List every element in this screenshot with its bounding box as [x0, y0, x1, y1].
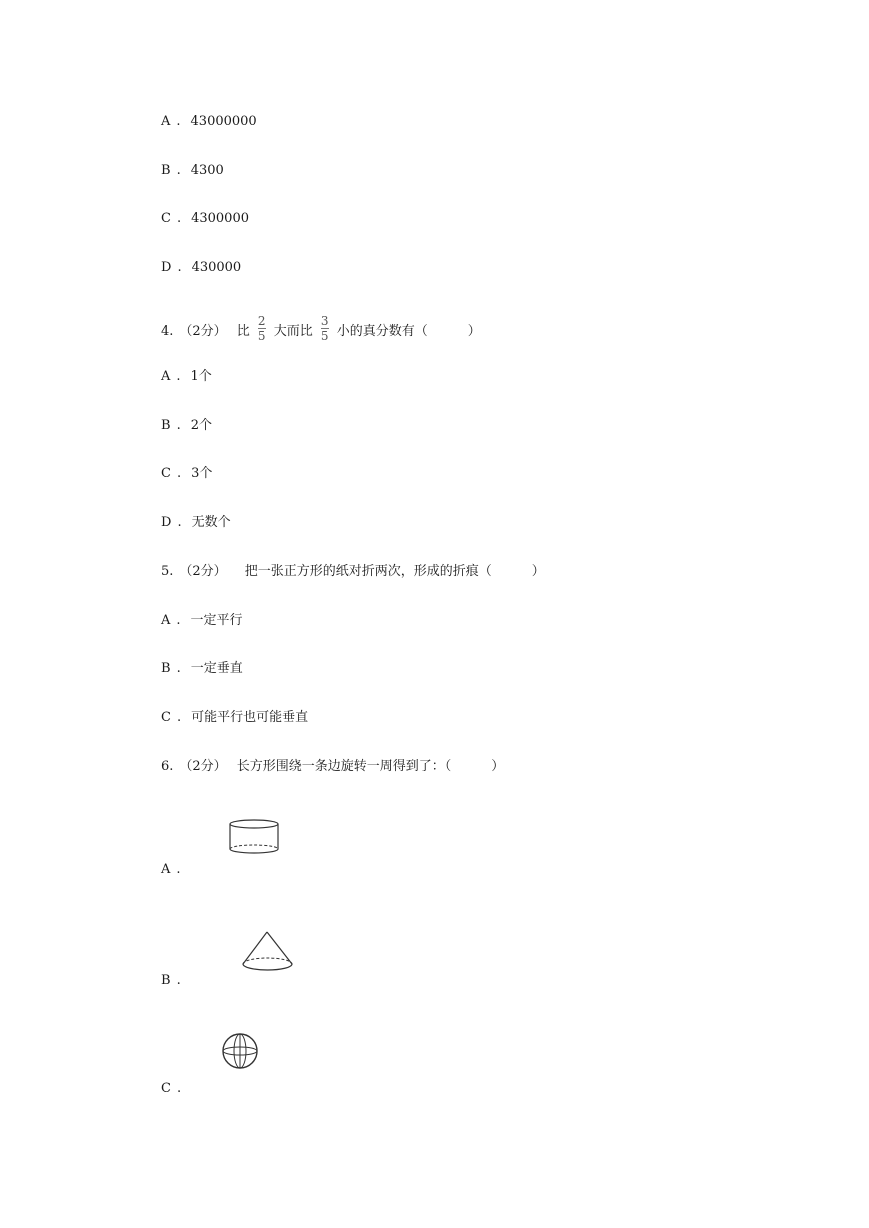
q3-option-d: D . 430000: [161, 260, 242, 275]
q3-option-a-text: 43000000: [190, 114, 257, 129]
q6-option-b: B .: [161, 973, 181, 988]
q6-option-c: C .: [161, 1081, 182, 1096]
q5-option-b: B . 一定垂直: [161, 661, 243, 676]
cylinder-icon: [226, 817, 282, 857]
q3-option-b: B . 4300: [161, 163, 224, 178]
q3-option-b-text: 4300: [190, 163, 224, 178]
cone-icon: [240, 929, 296, 975]
q3-option-d-text: 430000: [191, 260, 242, 275]
fraction-three-fifths: $\frac{3}{5}$: [320, 314, 329, 343]
fraction-two-fifths: $\frac{2}{5}$: [257, 314, 266, 343]
q4-option-b: B . 2个: [161, 418, 212, 433]
sphere-icon: [219, 1031, 263, 1071]
q4-option-a: A . 1个: [161, 369, 212, 384]
q5-option-c: C . 可能平行也可能垂直: [161, 710, 309, 725]
q3-option-c: C . 4300000: [161, 211, 249, 226]
q6-stem: 6. （2分） 长方形围绕一条边旋转一周得到了：（ ）: [161, 759, 505, 774]
q4-stem: 4. （2分） 比 $\frac{2}{5}$ 大而比 $\frac{3}{5}$ 小的真分数有（ ）: [161, 314, 481, 343]
q4-option-d: D . 无数个: [161, 515, 231, 530]
q3-option-c-text: 4300000: [191, 211, 249, 226]
q6-option-a: A .: [161, 862, 181, 877]
q5-option-a: A . 一定平行: [161, 613, 243, 628]
q5-stem: 5. （2分） 把一张正方形的纸对折两次，形成的折痕（ ）: [161, 564, 545, 579]
q3-option-a: A . 43000000: [161, 114, 257, 129]
q4-option-c: C . 3个: [161, 466, 213, 481]
